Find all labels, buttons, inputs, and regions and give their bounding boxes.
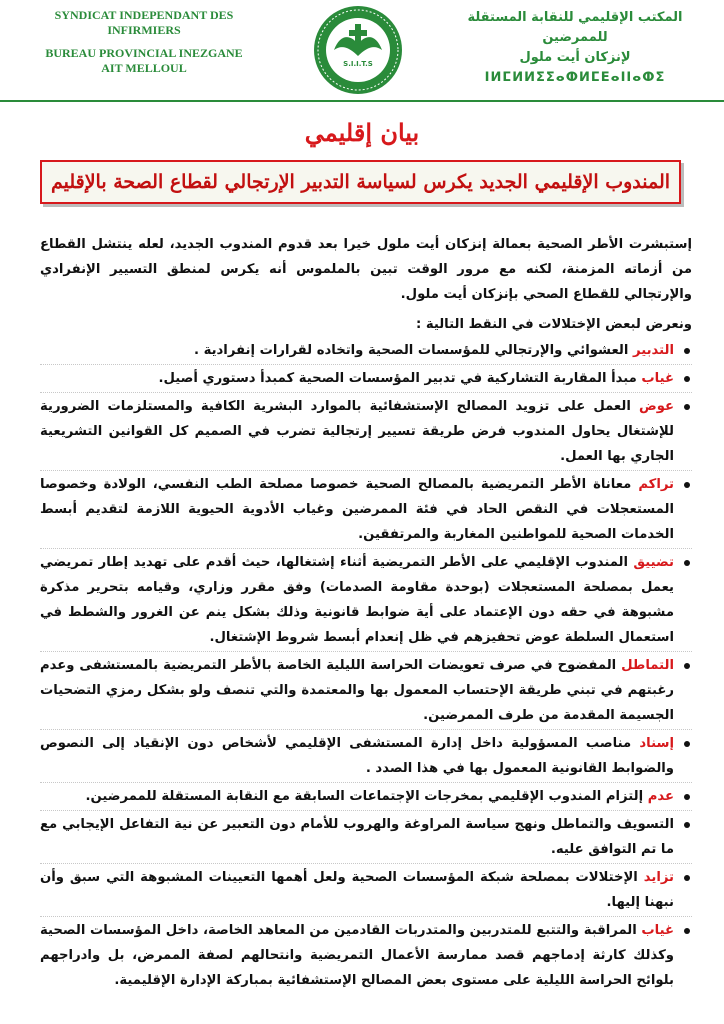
point-keyword: التدبير [632,343,674,358]
headline: المندوب الإقليمي الجديد يكرس لسياسة التدبير الإرتجالي لقطاع الصحة بالإقليم [50,171,671,193]
letterhead-arabic [440,8,710,88]
statement-body [40,232,692,995]
point-text: معاناة الأطر التمريضية بالمصالح الصحية خصوصا مصلحة الطب النفسي، الولادة وخصوصا المستعجلات في النقص الحاد في فئة الممرضين وغياب الأدوية الحيوية اللازمة لتقديم أبسط الخدمات الصحية للمواطنين المغاربة والمرتفقين. [40,477,674,542]
point-text: المفضوح في صرف تعويضات الحراسة الليلية الخاصة بالأطر التمريضية بالمستشفى وعدم رغبتهم في تبني طريقة الإحتساب المعمول بها والمعتمدة والتي تنصف ولو بشكل رمزي التضحيات الجسيمة المقدمة من طرف الممرضين. [40,658,674,723]
bullet-icon [684,875,690,881]
intro-paragraph: إستبشرت الأطر الصحية بعمالة إنزكان أيت ملول خيرا بعد قدوم المندوب الجديد، لعله ينتشل القطاع من أزماته المزمنة، لكنه مع مرور الوقت تبين بالملموس أنه يكرس لمنطق التسيير الإنفرادي والإرتجالي للقطاع الصحي بإنزكان أيت ملول. [40,237,692,302]
letterhead-fr-line-2: INFIRMIERS [107,23,181,37]
point-text: مناصب المسؤولية داخل إدارة المستشفى الإقليمي لأشخاص دون الإنقياد إلى النصوص والضوابط القانونية المعمول بها في هذا الصدد . [40,736,674,776]
list-item [40,865,692,917]
bullet-icon [684,822,690,828]
letterhead-fr-line-4: AIT MELLOUL [101,61,187,75]
point-text: المراقبة والتتبع للمتدربين والمتدربات القادمين من المعاهد الخاصة، داخل المؤسسات الصحية وكذلك كارثة إدماجهم قصد ممارسة الأعمال التمريضية وانتحالهم لصفة الممرض، بل وادراجهم بلوائح الحراسة الليلية على مستوى بعض المصالح الإستشفائية بمباركة الإدارة الإقليمية. [40,923,674,988]
list-item [40,472,692,549]
letterhead-tifinagh-line: ⵏⵍⵎⵍⵍⵉⵉⴰⵀⵍⵎⴹⴰⵏⵏⴰⵀⵉ [484,70,666,85]
list-item [40,784,692,811]
list-item [40,550,692,652]
list-item [40,394,692,471]
point-text: التسويف والتماطل ونهج سياسة المراوغة والهروب للأمام دون التعبير عن نية التفاعل الإيجابي مع ما تم التوافق عليه. [40,817,674,857]
letterhead [0,0,724,100]
list-intro: ونعرض لبعض الإختلالات في النقط التالية : [415,317,692,332]
point-text: العشوائي والإرتجالي للمؤسسات الصحية واتخاده لقرارات إنفرادية . [193,343,633,358]
letterhead-ar-line-1: المكتب الإقليمي للنقابة المستقلة للممرضين [467,10,683,45]
list-item [40,653,692,730]
point-text: إلتزام المندوب الإقليمي بمخرجات الإجتماعات السابقة مع النقابة المستقلة للممرضين. [85,789,648,804]
list-item [40,338,692,365]
point-text: المندوب الإقليمي على الأطر التمريضية أثناء إشتغالها، حيث أقدم على تهديد إطار تمريضي يعمل بمصلحة المستعجلات (بوحدة مقاومة الصدمات) وفق مقرر وزاري، وقيامه بتحرير مذكرة مشبوهة في حقه دون الإعتماد على أية ضوابط قانونية وذلك بشكل ينم عن الغرور والشطط في استعمال السلطة عوض تحفيزهم في ظل إنعدام أبسط شروط الإشتغال. [40,555,674,645]
point-keyword: تضييق [633,555,674,570]
bullet-icon [684,404,690,410]
list-item [40,918,692,994]
bullet-icon [684,348,690,354]
point-keyword: غياب [641,371,674,386]
grievance-list [40,338,692,994]
point-keyword: غياب [641,923,674,938]
point-keyword: عوض [638,399,674,414]
bullet-icon [684,928,690,934]
letterhead-fr-line-3: BUREAU PROVINCIAL INEZGANE [45,46,243,60]
letterhead-ar-line-2: لإنزكان أيت ملول [519,50,631,65]
list-item [40,731,692,783]
statement-title: بيان إقليمي [304,118,420,147]
letterhead-french [14,8,274,76]
point-keyword: عدم [647,789,674,804]
bullet-icon [684,482,690,488]
bullet-icon [684,663,690,669]
headline-box [40,160,681,204]
point-text: مبدأ المقاربة التشاركية في تدبير المؤسسات الصحية كمبدأ دستوري أصيل. [158,371,642,386]
point-text: العمل على تزويد المصالح الإستشفائية بالموارد البشرية الكافية والمستلزمات الضرورية للإشتغال يحاول المندوب فرض طريقة تسيير إرتجالية تضرب في الصميم كل القوانين التشريعية الجاري بها العمل. [40,399,674,464]
letterhead-fr-line-1: SYNDICAT INDEPENDANT DES [54,8,234,22]
seal-letters: S.I.I.T.S [343,60,373,68]
bullet-icon [684,794,690,800]
bullet-icon [684,741,690,747]
bullet-icon [684,560,690,566]
bullet-icon [684,376,690,382]
syndicate-seal-logo [312,4,404,96]
point-text: الإختلالات بمصلحة شبكة المؤسسات الصحية ولعل أهمها التعيينات المشبوهة التي سبق وأن نبهنا إليها. [40,870,674,910]
point-keyword: تزايد [643,870,674,885]
point-keyword: تراكم [638,477,674,492]
point-keyword: التماطل [621,658,674,673]
list-item [40,366,692,393]
point-keyword: إسناد [639,736,674,751]
header-divider [0,100,724,102]
list-item [40,812,692,864]
